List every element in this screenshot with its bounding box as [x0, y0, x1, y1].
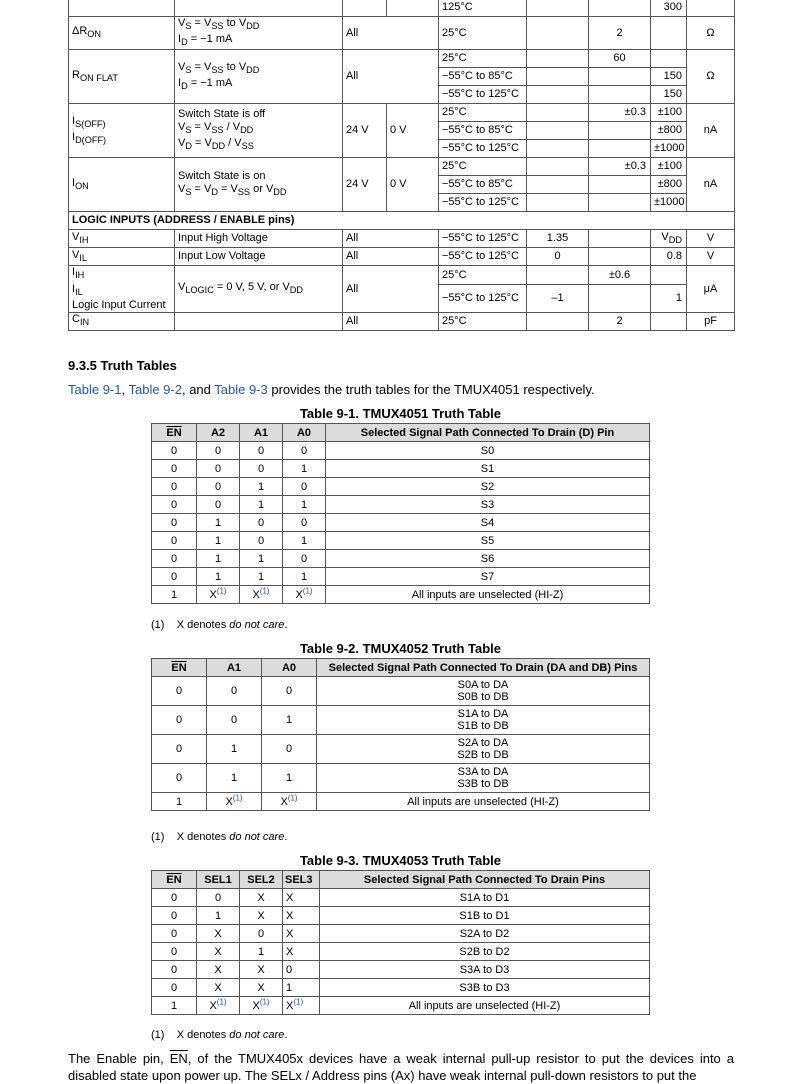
supply-cell: All: [343, 312, 439, 330]
table-cell: All inputs are unselected (HI-Z): [326, 586, 650, 604]
tmux4051-truth-table: [151, 423, 650, 604]
table-cell: 0: [262, 677, 317, 706]
max-cell: ±100: [651, 104, 687, 122]
table-cell: 1: [240, 943, 283, 961]
table-cell: X: [197, 979, 240, 997]
table-cell: X: [240, 907, 283, 925]
temp-cell: −55°C to 85°C: [439, 68, 527, 86]
table-cell: S5: [326, 532, 650, 550]
table-9-2-link[interactable]: Table 9-2: [128, 382, 182, 397]
cond-cell: $V_{LOGIC} = 0$ V, 5 V, or $V_{DD}$: [175, 266, 343, 312]
min-cell: –1: [527, 285, 589, 312]
table-cell: X: [283, 907, 320, 925]
table-cell: 1: [197, 550, 240, 568]
table-cell: [317, 764, 650, 793]
table-cell: 0: [207, 706, 262, 735]
table-cell: S6: [326, 550, 650, 568]
unit-cell: Ω: [687, 50, 735, 104]
table-cell: X: [240, 961, 283, 979]
table-9-1-footnote: (1) X denotes do not care.: [151, 619, 288, 631]
table-cell: [317, 706, 650, 735]
param-cell: $C_{IN}$: [69, 312, 175, 330]
table-cell: 0: [283, 514, 326, 532]
table-row: [152, 550, 650, 568]
table-cell: S2B to D2: [320, 943, 650, 961]
max-cell: ±1000: [651, 140, 687, 158]
table-cell: 0: [152, 961, 197, 979]
table-cell: 0: [197, 889, 240, 907]
table-cell: 1: [240, 496, 283, 514]
table-cell: 0: [152, 889, 197, 907]
table-cell: 1: [152, 997, 197, 1015]
supply-cell: All: [343, 230, 439, 248]
vdd-cell: 24 V: [343, 158, 387, 212]
param-cell: $I_{S(OFF)}$ $I_{D(OFF)}$: [69, 104, 175, 158]
table-9-3-caption: Table 9-3. TMUX4053 Truth Table: [299, 853, 502, 868]
footnote-ref[interactable]: (1): [287, 792, 298, 802]
max-cell: 150: [651, 86, 687, 104]
column-header: A0: [283, 424, 326, 442]
table-row: [152, 764, 650, 793]
dont-care-value: X: [252, 588, 260, 601]
table-row: [152, 478, 650, 496]
table-9-1-caption: Table 9-1. TMUX4051 Truth Table: [299, 406, 502, 421]
table-cell: 0: [262, 735, 317, 764]
table-row: [152, 979, 650, 997]
table-cell: 1: [152, 793, 207, 811]
table-cell: X: [197, 943, 240, 961]
table-row: [152, 460, 650, 478]
table-row-disabled: [152, 586, 650, 604]
temp-cell: 25°C: [439, 17, 527, 50]
table-cell: 0: [240, 460, 283, 478]
max-cell: ±1000: [651, 194, 687, 212]
table-cell: 1: [283, 979, 320, 997]
table-cell: 0: [240, 442, 283, 460]
table-cell: [197, 997, 240, 1015]
table-cell: 1: [197, 532, 240, 550]
table-cell: 0: [283, 442, 326, 460]
table-cell: X: [197, 925, 240, 943]
unit-cell: pF: [687, 312, 735, 330]
section-heading: 9.3.5 Truth Tables: [68, 358, 177, 373]
table-cell: 0: [152, 925, 197, 943]
max-cell: 150: [651, 68, 687, 86]
dont-care-value: X: [225, 795, 233, 808]
table-row: [152, 889, 650, 907]
table-cell: 1: [240, 568, 283, 586]
unit-cell: nA: [687, 104, 735, 158]
supply-cell: All: [343, 50, 439, 104]
table-cell: S3A to D3: [320, 961, 650, 979]
table-cell: 0: [152, 677, 207, 706]
result-line: S3A to DA: [457, 766, 509, 778]
footnote-ref[interactable]: (1): [302, 585, 313, 595]
table-cell: 1: [197, 568, 240, 586]
result-line: S2A to DA: [457, 737, 509, 749]
table-row: [152, 442, 650, 460]
footnote-ref[interactable]: (1): [216, 585, 227, 595]
footnote-ref[interactable]: (1): [259, 996, 270, 1006]
max-cell: 1: [651, 285, 687, 312]
vss-cell: 0 V: [387, 158, 439, 212]
result-line: S0A to DA: [457, 679, 509, 691]
table-cell: [283, 586, 326, 604]
max-cell: 0.8: [651, 248, 687, 266]
typ-cell: 2: [589, 312, 651, 330]
result-line: S0B to DB: [457, 691, 509, 703]
table-cell: 0: [152, 514, 197, 532]
unit-cell: V: [687, 230, 735, 248]
table-cell: S1B to D1: [320, 907, 650, 925]
table-cell: [283, 997, 320, 1015]
table-cell: 1: [197, 907, 240, 925]
result-line: S3B to DB: [457, 778, 509, 790]
cond-cell: $V_S = V_{SS}$ to $V_{DD}$ $I_D = -1$ mA: [175, 17, 343, 50]
table-cell: X: [283, 889, 320, 907]
column-header: A0: [262, 659, 317, 677]
table-cell: 0: [152, 478, 197, 496]
table-cell: 1: [283, 568, 326, 586]
en-pin-label: $\overline{EN}$: [169, 1051, 188, 1066]
max-cell: ±800: [651, 176, 687, 194]
unit-cell: V: [687, 248, 735, 266]
table-cell: S7: [326, 568, 650, 586]
table-cell: [240, 997, 283, 1015]
table-cell: 0: [197, 478, 240, 496]
table-cell: 1: [262, 706, 317, 735]
column-header: Selected Signal Path Connected To Drain (D) Pin: [326, 424, 650, 442]
table-cell: 0: [152, 460, 197, 478]
table-row: [152, 532, 650, 550]
table-cell: 0: [283, 478, 326, 496]
temp-cell: −55°C to 125°C: [439, 285, 527, 312]
vss-cell: 0 V: [387, 104, 439, 158]
table-cell: [317, 735, 650, 764]
min-cell: 0: [527, 248, 589, 266]
dont-care-value: X: [252, 999, 260, 1012]
table-cell: S2: [326, 478, 650, 496]
tmux4052-truth-table: [151, 658, 650, 811]
table-9-1-link[interactable]: Table 9-1: [68, 382, 122, 397]
unit-cell: nA: [687, 158, 735, 212]
column-header: Selected Signal Path Connected To Drain (DA and DB) Pins: [317, 659, 650, 677]
table-row: [152, 943, 650, 961]
temp-cell: −55°C to 85°C: [439, 122, 527, 140]
temp-cell: 25°C: [439, 158, 527, 176]
result-line: S2B to DB: [457, 749, 509, 761]
table-cell: [240, 586, 283, 604]
table-cell: 1: [197, 514, 240, 532]
column-header: Selected Signal Path Connected To Drain Pins: [320, 871, 650, 889]
param-cell: $V_{IH}$: [69, 230, 175, 248]
max-cell: ±800: [651, 122, 687, 140]
max-cell: 300: [651, 0, 687, 17]
temp-cell: 25°C: [439, 104, 527, 122]
table-cell: All inputs are unselected (HI-Z): [317, 793, 650, 811]
logic-inputs-header: LOGIC INPUTS (ADDRESS / ENABLE pins): [69, 212, 735, 230]
table-cell: [262, 793, 317, 811]
table-row: [152, 961, 650, 979]
param-cell: $I_{IH}$ $I_{IL}$ Logic Input Current: [69, 266, 175, 312]
column-header: $\overline{EN}$: [152, 659, 207, 677]
table-row-disabled: [152, 997, 650, 1015]
table-cell: 1: [283, 496, 326, 514]
max-cell: $V_{DD}$: [651, 230, 687, 248]
table-cell: S0: [326, 442, 650, 460]
electrical-characteristics-table: [68, 0, 735, 331]
table-cell: 1: [240, 550, 283, 568]
column-header: SEL1: [197, 871, 240, 889]
typ-cell: 2: [589, 17, 651, 50]
temp-cell: 25°C: [439, 312, 527, 330]
column-header: A1: [240, 424, 283, 442]
temp-cell: −55°C to 125°C: [439, 230, 527, 248]
table-cell: 0: [152, 907, 197, 925]
footnote-ref[interactable]: (1): [293, 996, 304, 1006]
enable-pin-paragraph: The Enable pin, $\overline{EN}$, of the TMUX405x devices have a weak internal pull-up resistor to put the devices into a disabled state upon power up. The SELx / Address pins (Ax) have weak internal pull-down resistors to put the: [68, 1051, 734, 1083]
temp-cell: −55°C to 125°C: [439, 248, 527, 266]
table-cell: 0: [152, 979, 197, 997]
table-cell: 0: [152, 496, 197, 514]
result-line: S1A to DA: [457, 708, 509, 720]
dont-care-value: X: [286, 999, 294, 1012]
table-cell: S2A to D2: [320, 925, 650, 943]
param-cell: $V_{IL}$: [69, 248, 175, 266]
section-paragraph: Table 9-1, Table 9-2, and Table 9-3 provides the truth tables for the TMUX4051 respectively.: [68, 382, 595, 397]
table-row: [152, 907, 650, 925]
table-cell: 0: [197, 460, 240, 478]
typ-cell: ±0.6: [589, 266, 651, 285]
temp-cell: −55°C to 85°C: [439, 176, 527, 194]
table-cell: 1: [262, 764, 317, 793]
table-cell: 1: [207, 764, 262, 793]
supply-cell: All: [343, 266, 439, 312]
column-header: A1: [207, 659, 262, 677]
tmux4053-truth-table: [151, 870, 650, 1015]
table-cell: S3B to D3: [320, 979, 650, 997]
param-cell: $\Delta R_{ON}$: [69, 17, 175, 50]
footnote-ref[interactable]: (1): [216, 996, 227, 1006]
typ-cell: ±0.3: [589, 158, 651, 176]
table-cell: 0: [152, 532, 197, 550]
table-cell: 1: [152, 586, 197, 604]
table-cell: X: [197, 961, 240, 979]
table-cell: 0: [197, 496, 240, 514]
table-cell: 0: [152, 550, 197, 568]
table-row: [152, 568, 650, 586]
unit-cell: Ω: [687, 17, 735, 50]
table-cell: 1: [283, 460, 326, 478]
table-9-3-footnote: (1) X denotes do not care.: [151, 1029, 288, 1041]
table-cell: 0: [152, 442, 197, 460]
table-cell: 0: [197, 442, 240, 460]
param-cell: $I_{ON}$: [69, 158, 175, 212]
table-cell: 0: [283, 961, 320, 979]
table-cell: 0: [152, 764, 207, 793]
supply-cell: All: [343, 17, 439, 50]
table-cell: S1: [326, 460, 650, 478]
table-9-3-link[interactable]: Table 9-3: [214, 382, 268, 397]
table-cell: S1A to D1: [320, 889, 650, 907]
table-row: [152, 677, 650, 706]
dont-care-value: X: [280, 795, 288, 808]
cond-cell: Switch State is off $V_S = V_{SS} / V_{DD}$ $V_D = V_{DD} / V_{SS}$: [175, 104, 343, 158]
table-cell: 0: [152, 943, 197, 961]
max-cell: ±100: [651, 158, 687, 176]
table-row: [152, 706, 650, 735]
column-header: $\overline{EN}$: [152, 424, 197, 442]
cond-cell: $V_S = V_{SS}$ to $V_{DD}$ $I_D = -1$ mA: [175, 50, 343, 104]
table-cell: 0: [240, 925, 283, 943]
temp-cell: 25°C: [439, 266, 527, 285]
typ-cell: ±0.3: [589, 104, 651, 122]
table-cell: 0: [152, 735, 207, 764]
table-cell: S4: [326, 514, 650, 532]
table-row: [152, 735, 650, 764]
table-cell: 0: [240, 514, 283, 532]
column-header: SEL2: [240, 871, 283, 889]
column-header: $\overline{EN}$: [152, 871, 197, 889]
table-cell: 0: [152, 568, 197, 586]
table-9-2-caption: Table 9-2. TMUX4052 Truth Table: [299, 641, 502, 656]
cond-cell: Input High Voltage: [175, 230, 343, 248]
table-cell: 0: [152, 706, 207, 735]
column-header: SEL3: [283, 871, 320, 889]
table-cell: [317, 677, 650, 706]
table-row: [152, 514, 650, 532]
typ-cell: 60: [589, 50, 651, 68]
table-cell: 0: [283, 550, 326, 568]
table-cell: 1: [283, 532, 326, 550]
table-cell: X: [240, 979, 283, 997]
temp-cell: −55°C to 125°C: [439, 194, 527, 212]
min-cell: 1.35: [527, 230, 589, 248]
table-cell: X: [283, 925, 320, 943]
footnote-ref[interactable]: (1): [259, 585, 270, 595]
column-header: A2: [197, 424, 240, 442]
table-cell: 0: [240, 532, 283, 550]
cond-cell: Switch State is on $V_S = V_D = V_{SS}$ or $V_{DD}$: [175, 158, 343, 212]
temp-cell: 25°C: [439, 50, 527, 68]
dont-care-value: X: [295, 588, 303, 601]
table-9-2-footnote: (1) X denotes do not care.: [151, 831, 288, 843]
table-row-disabled: [152, 793, 650, 811]
table-cell: 1: [207, 735, 262, 764]
table-row: [152, 496, 650, 514]
table-cell: All inputs are unselected (HI-Z): [320, 997, 650, 1015]
unit-cell: μA: [687, 266, 735, 312]
temp-cell: −55°C to 125°C: [439, 140, 527, 158]
supply-cell: All: [343, 248, 439, 266]
cond-cell: Input Low Voltage: [175, 248, 343, 266]
footnote-ref[interactable]: (1): [232, 792, 243, 802]
table-cell: S3: [326, 496, 650, 514]
table-cell: X: [240, 889, 283, 907]
table-row: [152, 925, 650, 943]
table-cell: X: [283, 943, 320, 961]
dont-care-value: X: [209, 588, 217, 601]
temp-cell: 125°C: [439, 0, 527, 17]
table-cell: 1: [240, 478, 283, 496]
table-cell: 0: [207, 677, 262, 706]
temp-cell: −55°C to 125°C: [439, 86, 527, 104]
param-cell: $R_{ON FLAT}$: [69, 50, 175, 104]
dont-care-value: X: [209, 999, 217, 1012]
result-line: S1B to DB: [457, 720, 509, 732]
table-cell: [207, 793, 262, 811]
table-cell: [197, 586, 240, 604]
vdd-cell: 24 V: [343, 104, 387, 158]
